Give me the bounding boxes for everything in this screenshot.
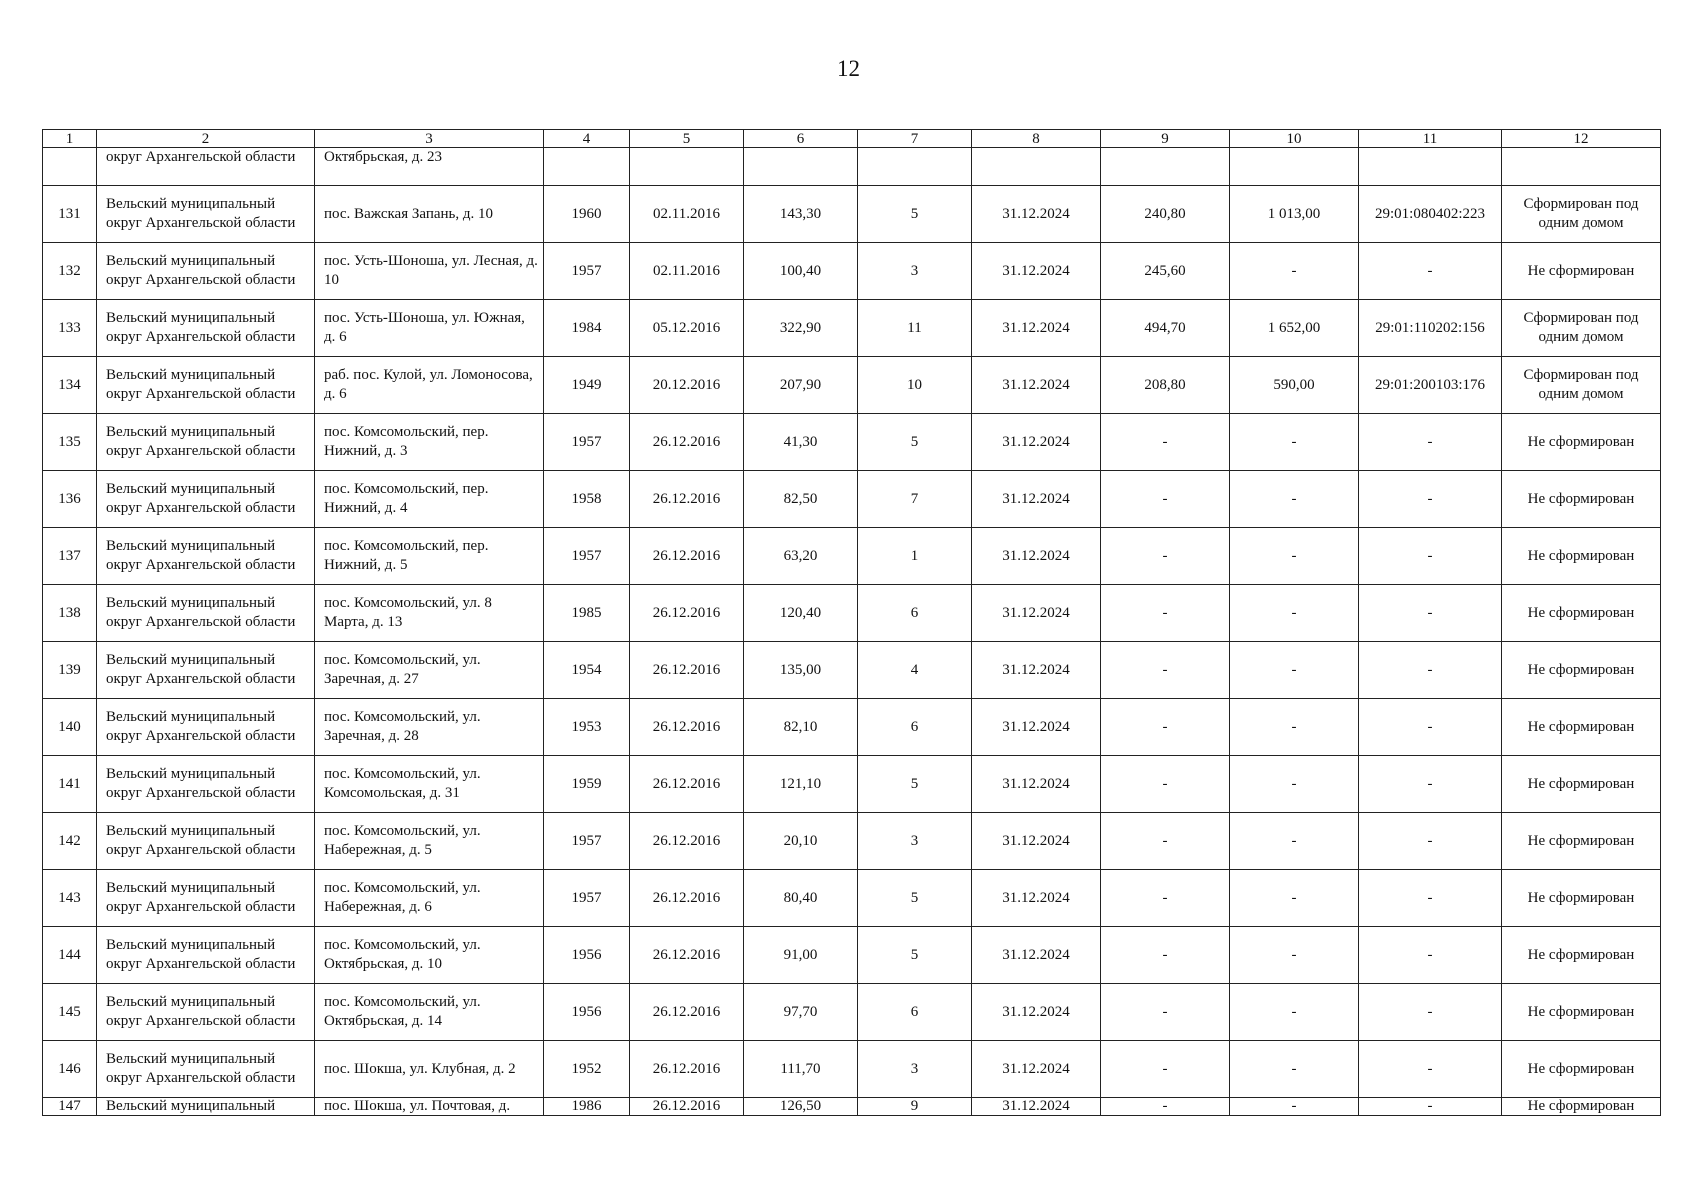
land-area-cell: -: [1101, 927, 1230, 984]
area-cell: 100,40: [744, 243, 858, 300]
cadastre-cell: -: [1359, 471, 1502, 528]
municipality-cell: Вельский муниципальный округ Архангельской области: [97, 471, 315, 528]
status-cell: Не сформирован: [1502, 927, 1661, 984]
year-cell: 1949: [544, 357, 630, 414]
col10-cell: -: [1230, 471, 1359, 528]
deadline-cell: 31.12.2024: [972, 471, 1101, 528]
residents-cell: 3: [858, 813, 972, 870]
land-area-cell: -: [1101, 984, 1230, 1041]
address-cell: пос. Комсомольский, ул. Набережная, д. 5: [315, 813, 544, 870]
residents-cell: 5: [858, 927, 972, 984]
cadastre-cell: [1359, 148, 1502, 186]
cadastre-cell: -: [1359, 1098, 1502, 1116]
municipality-cell: Вельский муниципальный округ Архангельской области: [97, 528, 315, 585]
date-cell: 26.12.2016: [630, 471, 744, 528]
land-area-cell: -: [1101, 813, 1230, 870]
year-cell: [544, 148, 630, 186]
col10-cell: -: [1230, 927, 1359, 984]
cadastre-cell: -: [1359, 870, 1502, 927]
date-cell: 26.12.2016: [630, 927, 744, 984]
area-cell: 120,40: [744, 585, 858, 642]
year-cell: 1957: [544, 813, 630, 870]
column-header: 4: [544, 130, 630, 148]
land-area-cell: -: [1101, 1098, 1230, 1116]
area-cell: 41,30: [744, 414, 858, 471]
date-cell: 26.12.2016: [630, 1098, 744, 1116]
deadline-cell: [972, 148, 1101, 186]
column-header: 8: [972, 130, 1101, 148]
residents-cell: 10: [858, 357, 972, 414]
table-body: [43, 130, 1661, 1116]
year-cell: 1985: [544, 585, 630, 642]
row-number: 134: [43, 357, 97, 414]
col10-cell: -: [1230, 1098, 1359, 1116]
table-row: [43, 186, 1661, 243]
date-cell: 05.12.2016: [630, 300, 744, 357]
address-cell: пос. Важская Запань, д. 10: [315, 186, 544, 243]
area-cell: [744, 148, 858, 186]
address-cell: пос. Усть-Шоноша, ул. Южная, д. 6: [315, 300, 544, 357]
table-row: [43, 357, 1661, 414]
land-area-cell: -: [1101, 699, 1230, 756]
residents-cell: 6: [858, 585, 972, 642]
year-cell: 1957: [544, 870, 630, 927]
year-cell: 1958: [544, 471, 630, 528]
table-row: [43, 471, 1661, 528]
status-cell: Сформирован под одним домом: [1502, 186, 1661, 243]
municipality-cell: Вельский муниципальный округ Архангельской области: [97, 186, 315, 243]
address-cell: Октябрьская, д. 23: [315, 148, 544, 186]
residents-cell: 3: [858, 1041, 972, 1098]
table-row: [43, 927, 1661, 984]
table-row: [43, 1098, 1661, 1116]
address-cell: пос. Шокша, ул. Клубная, д. 2: [315, 1041, 544, 1098]
municipality-cell: Вельский муниципальный округ Архангельской области: [97, 984, 315, 1041]
row-number: 137: [43, 528, 97, 585]
col10-cell: [1230, 148, 1359, 186]
residents-cell: 1: [858, 528, 972, 585]
residents-cell: 9: [858, 1098, 972, 1116]
land-area-cell: 245,60: [1101, 243, 1230, 300]
col10-cell: 1 652,00: [1230, 300, 1359, 357]
year-cell: 1953: [544, 699, 630, 756]
address-cell: пос. Комсомольский, пер. Нижний, д. 3: [315, 414, 544, 471]
table-row: [43, 984, 1661, 1041]
col10-cell: -: [1230, 414, 1359, 471]
status-cell: Не сформирован: [1502, 414, 1661, 471]
status-cell: Сформирован под одним домом: [1502, 300, 1661, 357]
table-row: [43, 813, 1661, 870]
year-cell: 1957: [544, 528, 630, 585]
address-cell: пос. Комсомольский, ул. Заречная, д. 27: [315, 642, 544, 699]
col10-cell: 1 013,00: [1230, 186, 1359, 243]
row-number: 138: [43, 585, 97, 642]
municipality-cell: Вельский муниципальный округ Архангельской области: [97, 642, 315, 699]
status-cell: Не сформирован: [1502, 243, 1661, 300]
deadline-cell: 31.12.2024: [972, 585, 1101, 642]
column-header: 10: [1230, 130, 1359, 148]
cadastre-cell: -: [1359, 642, 1502, 699]
column-header: 1: [43, 130, 97, 148]
status-cell: Не сформирован: [1502, 699, 1661, 756]
status-cell: Не сформирован: [1502, 984, 1661, 1041]
deadline-cell: 31.12.2024: [972, 699, 1101, 756]
municipality-cell: Вельский муниципальный округ Архангельской области: [97, 813, 315, 870]
year-cell: 1956: [544, 984, 630, 1041]
area-cell: 80,40: [744, 870, 858, 927]
row-number: 140: [43, 699, 97, 756]
deadline-cell: 31.12.2024: [972, 243, 1101, 300]
municipality-cell: Вельский муниципальный округ Архангельской области: [97, 243, 315, 300]
deadline-cell: 31.12.2024: [972, 1041, 1101, 1098]
area-cell: 97,70: [744, 984, 858, 1041]
land-area-cell: [1101, 148, 1230, 186]
date-cell: 26.12.2016: [630, 756, 744, 813]
status-cell: Не сформирован: [1502, 528, 1661, 585]
land-area-cell: -: [1101, 471, 1230, 528]
row-number: 147: [43, 1098, 97, 1116]
deadline-cell: 31.12.2024: [972, 813, 1101, 870]
col10-cell: -: [1230, 984, 1359, 1041]
col10-cell: 590,00: [1230, 357, 1359, 414]
year-cell: 1956: [544, 927, 630, 984]
address-cell: пос. Комсомольский, ул. Октябрьская, д. 14: [315, 984, 544, 1041]
page-number: 12: [837, 56, 860, 81]
date-cell: 26.12.2016: [630, 984, 744, 1041]
year-cell: 1960: [544, 186, 630, 243]
area-cell: 111,70: [744, 1041, 858, 1098]
row-number: 139: [43, 642, 97, 699]
table-row: [43, 528, 1661, 585]
municipality-cell: Вельский муниципальный округ Архангельской области: [97, 414, 315, 471]
area-cell: 126,50: [744, 1098, 858, 1116]
column-header: 7: [858, 130, 972, 148]
deadline-cell: 31.12.2024: [972, 927, 1101, 984]
area-cell: 322,90: [744, 300, 858, 357]
residents-cell: 11: [858, 300, 972, 357]
municipality-cell: округ Архангельской области: [97, 148, 315, 186]
date-cell: 26.12.2016: [630, 528, 744, 585]
status-cell: Не сформирован: [1502, 585, 1661, 642]
year-cell: 1959: [544, 756, 630, 813]
residents-cell: 5: [858, 186, 972, 243]
date-cell: 26.12.2016: [630, 642, 744, 699]
land-area-cell: -: [1101, 642, 1230, 699]
year-cell: 1954: [544, 642, 630, 699]
deadline-cell: 31.12.2024: [972, 1098, 1101, 1116]
deadline-cell: 31.12.2024: [972, 414, 1101, 471]
residents-cell: 5: [858, 870, 972, 927]
date-cell: 20.12.2016: [630, 357, 744, 414]
land-area-cell: 208,80: [1101, 357, 1230, 414]
residents-cell: 5: [858, 756, 972, 813]
cadastre-cell: 29:01:080402:223: [1359, 186, 1502, 243]
status-cell: Не сформирован: [1502, 1098, 1661, 1116]
area-cell: 82,10: [744, 699, 858, 756]
residents-cell: 5: [858, 414, 972, 471]
address-cell: раб. пос. Кулой, ул. Ломоносова, д. 6: [315, 357, 544, 414]
year-cell: 1952: [544, 1041, 630, 1098]
land-area-cell: 240,80: [1101, 186, 1230, 243]
column-header: 6: [744, 130, 858, 148]
land-area-cell: -: [1101, 756, 1230, 813]
residents-cell: 3: [858, 243, 972, 300]
cadastre-cell: -: [1359, 585, 1502, 642]
date-cell: 26.12.2016: [630, 870, 744, 927]
cadastre-cell: 29:01:110202:156: [1359, 300, 1502, 357]
address-cell: пос. Шокша, ул. Почтовая, д.: [315, 1098, 544, 1116]
column-header: 2: [97, 130, 315, 148]
municipality-cell: Вельский муниципальный округ Архангельской области: [97, 1041, 315, 1098]
table-row: [43, 699, 1661, 756]
row-number: 136: [43, 471, 97, 528]
table-row: [43, 148, 1661, 186]
residents-cell: 6: [858, 699, 972, 756]
header-row: [43, 130, 1661, 148]
row-number: [43, 148, 97, 186]
status-cell: Сформирован под одним домом: [1502, 357, 1661, 414]
address-cell: пос. Комсомольский, ул. 8 Марта, д. 13: [315, 585, 544, 642]
column-header: 3: [315, 130, 544, 148]
cadastre-cell: -: [1359, 414, 1502, 471]
area-cell: 121,10: [744, 756, 858, 813]
residents-cell: 6: [858, 984, 972, 1041]
area-cell: 135,00: [744, 642, 858, 699]
date-cell: [630, 148, 744, 186]
deadline-cell: 31.12.2024: [972, 300, 1101, 357]
row-number: 145: [43, 984, 97, 1041]
row-number: 133: [43, 300, 97, 357]
cadastre-cell: -: [1359, 243, 1502, 300]
municipality-cell: Вельский муниципальный: [97, 1098, 315, 1116]
date-cell: 26.12.2016: [630, 699, 744, 756]
cadastre-cell: -: [1359, 756, 1502, 813]
cadastre-cell: -: [1359, 813, 1502, 870]
land-area-cell: -: [1101, 414, 1230, 471]
column-header: 12: [1502, 130, 1661, 148]
area-cell: 63,20: [744, 528, 858, 585]
col10-cell: -: [1230, 243, 1359, 300]
year-cell: 1957: [544, 243, 630, 300]
land-area-cell: -: [1101, 528, 1230, 585]
deadline-cell: 31.12.2024: [972, 186, 1101, 243]
row-number: 141: [43, 756, 97, 813]
land-area-cell: -: [1101, 585, 1230, 642]
cadastre-cell: -: [1359, 927, 1502, 984]
row-number: 144: [43, 927, 97, 984]
deadline-cell: 31.12.2024: [972, 870, 1101, 927]
municipality-cell: Вельский муниципальный округ Архангельской области: [97, 927, 315, 984]
address-cell: пос. Комсомольский, ул. Октябрьская, д. 10: [315, 927, 544, 984]
cadastre-cell: 29:01:200103:176: [1359, 357, 1502, 414]
table-row: [43, 300, 1661, 357]
status-cell: Не сформирован: [1502, 471, 1661, 528]
row-number: 132: [43, 243, 97, 300]
status-cell: Не сформирован: [1502, 813, 1661, 870]
area-cell: 143,30: [744, 186, 858, 243]
residents-cell: [858, 148, 972, 186]
municipality-cell: Вельский муниципальный округ Архангельской области: [97, 870, 315, 927]
deadline-cell: 31.12.2024: [972, 357, 1101, 414]
row-number: 142: [43, 813, 97, 870]
municipality-cell: Вельский муниципальный округ Архангельской области: [97, 357, 315, 414]
address-cell: пос. Усть-Шоноша, ул. Лесная, д. 10: [315, 243, 544, 300]
row-number: 146: [43, 1041, 97, 1098]
status-cell: Не сформирован: [1502, 642, 1661, 699]
table-row: [43, 414, 1661, 471]
col10-cell: -: [1230, 870, 1359, 927]
status-cell: Не сформирован: [1502, 756, 1661, 813]
housing-registry-table: [42, 129, 1661, 1116]
residents-cell: 7: [858, 471, 972, 528]
table-row: [43, 870, 1661, 927]
col10-cell: -: [1230, 1041, 1359, 1098]
area-cell: 91,00: [744, 927, 858, 984]
status-cell: Не сформирован: [1502, 1041, 1661, 1098]
municipality-cell: Вельский муниципальный округ Архангельской области: [97, 585, 315, 642]
status-cell: [1502, 148, 1661, 186]
col10-cell: -: [1230, 585, 1359, 642]
municipality-cell: Вельский муниципальный округ Архангельской области: [97, 756, 315, 813]
cadastre-cell: -: [1359, 528, 1502, 585]
date-cell: 26.12.2016: [630, 1041, 744, 1098]
address-cell: пос. Комсомольский, ул. Набережная, д. 6: [315, 870, 544, 927]
residents-cell: 4: [858, 642, 972, 699]
row-number: 131: [43, 186, 97, 243]
column-header: 5: [630, 130, 744, 148]
year-cell: 1986: [544, 1098, 630, 1116]
column-header: 9: [1101, 130, 1230, 148]
row-number: 135: [43, 414, 97, 471]
land-area-cell: 494,70: [1101, 300, 1230, 357]
col10-cell: -: [1230, 642, 1359, 699]
cadastre-cell: -: [1359, 699, 1502, 756]
table-row: [43, 756, 1661, 813]
year-cell: 1957: [544, 414, 630, 471]
municipality-cell: Вельский муниципальный округ Архангельской области: [97, 300, 315, 357]
cadastre-cell: -: [1359, 1041, 1502, 1098]
date-cell: 02.11.2016: [630, 243, 744, 300]
row-number: 143: [43, 870, 97, 927]
area-cell: 82,50: [744, 471, 858, 528]
col10-cell: -: [1230, 699, 1359, 756]
date-cell: 26.12.2016: [630, 414, 744, 471]
date-cell: 02.11.2016: [630, 186, 744, 243]
municipality-cell: Вельский муниципальный округ Архангельской области: [97, 699, 315, 756]
cadastre-cell: -: [1359, 984, 1502, 1041]
land-area-cell: -: [1101, 870, 1230, 927]
deadline-cell: 31.12.2024: [972, 756, 1101, 813]
address-cell: пос. Комсомольский, пер. Нижний, д. 4: [315, 471, 544, 528]
table-row: [43, 585, 1661, 642]
deadline-cell: 31.12.2024: [972, 984, 1101, 1041]
area-cell: 207,90: [744, 357, 858, 414]
address-cell: пос. Комсомольский, пер. Нижний, д. 5: [315, 528, 544, 585]
col10-cell: -: [1230, 528, 1359, 585]
col10-cell: -: [1230, 756, 1359, 813]
date-cell: 26.12.2016: [630, 813, 744, 870]
deadline-cell: 31.12.2024: [972, 528, 1101, 585]
year-cell: 1984: [544, 300, 630, 357]
column-header: 11: [1359, 130, 1502, 148]
status-cell: Не сформирован: [1502, 870, 1661, 927]
land-area-cell: -: [1101, 1041, 1230, 1098]
deadline-cell: 31.12.2024: [972, 642, 1101, 699]
area-cell: 20,10: [744, 813, 858, 870]
date-cell: 26.12.2016: [630, 585, 744, 642]
table-row: [43, 1041, 1661, 1098]
table-row: [43, 642, 1661, 699]
col10-cell: -: [1230, 813, 1359, 870]
address-cell: пос. Комсомольский, ул. Комсомольская, д. 31: [315, 756, 544, 813]
table-row: [43, 243, 1661, 300]
address-cell: пос. Комсомольский, ул. Заречная, д. 28: [315, 699, 544, 756]
